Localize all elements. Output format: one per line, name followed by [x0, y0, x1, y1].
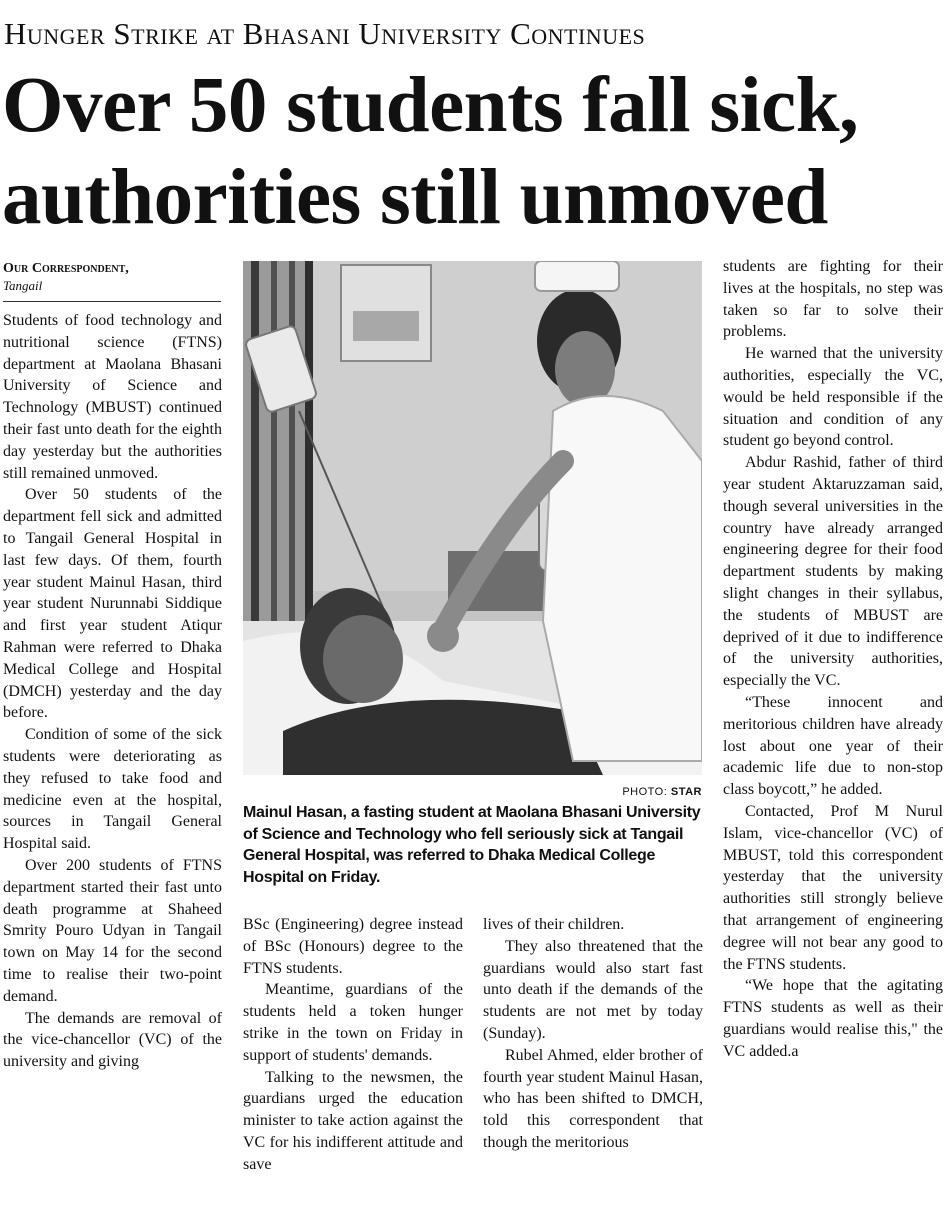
- paragraph: “We hope that the agitating FTNS students as well as their guardians would realise this," the VC added.a: [723, 977, 943, 1060]
- hospital-scene-illustration: [243, 261, 702, 775]
- paragraph: “These innocent and meritorious children have already lost about one year of their academic life due to non-stop class boycott,” he added.: [723, 693, 943, 799]
- paragraph: He warned that the university authorities, especially the VC, would be held responsible if the situation and condition of any student go beyond control.: [723, 345, 943, 450]
- column-3: [483, 914, 703, 1154]
- byline: [3, 260, 221, 302]
- photo-caption: Mainul Hasan, a fasting student at Maolana Bhasani University of Science and Technology who fell seriously sick at Tangail General Hospital, was referred to Dhaka Medical College Hospital on Friday.: [243, 804, 701, 887]
- paragraph: Condition of some of the sick students were deteriorating as they refused to take food and medicine even at the hospital, sources in Tangail General Hospital said.: [3, 726, 222, 853]
- byline-place: Tangail: [3, 278, 43, 293]
- paragraph: Meantime, guardians of the students held a token hunger strike in the town on Friday in support of students' demands.: [243, 981, 463, 1064]
- byline-author: Our Correspondent,: [3, 261, 129, 276]
- paragraph: The demands are removal of the vice-chancellor (VC) of the university and giving: [3, 1009, 222, 1071]
- paragraph: Rubel Ahmed, elder brother of fourth year student Mainul Hasan, who has been shifted to DMCH, told this correspondent that though the meritorious: [483, 1046, 703, 1151]
- column-1: [3, 310, 222, 1073]
- paragraph: Over 50 students of the department fell sick and admitted to Tangail General Hospital in last few days. Of them, fourth year student Mainul Hasan, third year student Nurunnabi Siddique and first year student Atiqur Rahman were referred to Dhaka Medical College and Hospital (DMCH) yesterday and the day before.: [3, 486, 222, 722]
- news-photo: [243, 261, 702, 775]
- photo-credit-source: STAR: [670, 786, 702, 798]
- column-4: [723, 256, 943, 1062]
- headline: Over 50 students fall sick, authorities still unmoved: [2, 62, 859, 241]
- kicker: Hunger Strike at Bhasani University Continues: [4, 16, 646, 51]
- paragraph: BSc (Engineering) degree instead of BSc (Honours) degree to the FTNS students.: [243, 916, 463, 977]
- photo-credit: [243, 786, 702, 798]
- paragraph: Students of food technology and nutritional science (FTNS) department at Maolana Bhasani University of Science and Technology (MBUST) continued their fast unto death for the eighth day yesterday but the authorities still remained unmoved.: [3, 312, 222, 482]
- paragraph: students are fighting for their lives at the hospitals, no step was taken so far to solve their problems.: [723, 258, 943, 341]
- paragraph: Contacted, Prof M Nurul Islam, vice-chancellor (VC) of MBUST, told this correspondent yesterday that the university authorities still strongly believe that arrangement of engineering degree will not bear any good to the FTNS students.: [723, 802, 943, 973]
- photo-credit-label: PHOTO:: [622, 786, 668, 798]
- paragraph: Abdur Rashid, father of third year student Aktaruzzaman said, though several universities in the country have already arranged engineering degree for their food department students by making slight changes in their syllabus, the students of MBUST are deprived of it due to indifference of the university authorities, especially the VC.: [723, 454, 943, 690]
- paragraph: Over 200 students of FTNS department started their fast unto death programme at Shaheed Smrity Pouro Udyan in Tangail town on May 14 for the second time to realise their two-point demand.: [3, 856, 222, 1005]
- paragraph: lives of their children.: [483, 916, 625, 933]
- paragraph: Talking to the newsmen, the guardians urged the education minister to take action against the VC for his indifferent attitude and save: [243, 1068, 463, 1173]
- paragraph: They also threatened that the guardians would also start fast unto death if the demands of the students are not met by today (Sunday).: [483, 937, 703, 1042]
- column-2: [243, 914, 463, 1176]
